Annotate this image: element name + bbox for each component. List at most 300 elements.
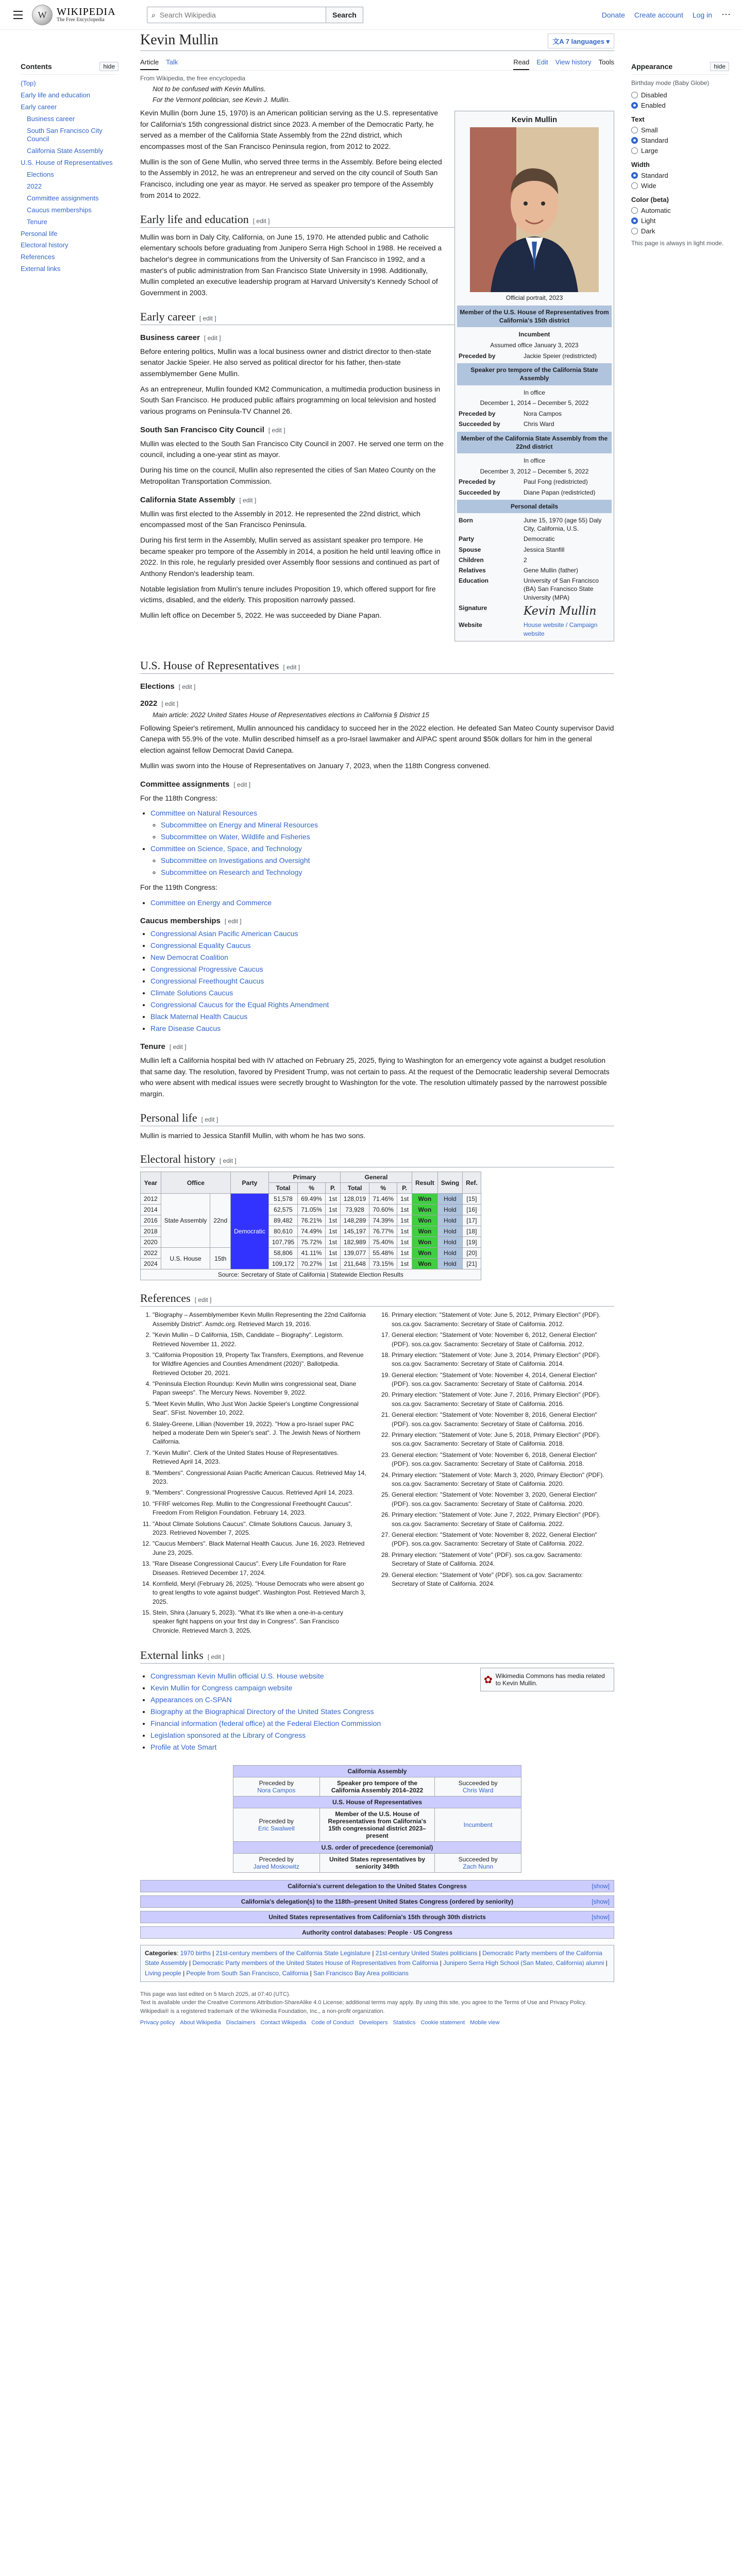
election-2022-paragraph-2: Mullin was sworn into the House of Representatives on January 7, 2023, when the 118th Congress convened. xyxy=(140,761,491,770)
toc-item[interactable] xyxy=(21,228,119,240)
infobox-value[interactable]: Democratic xyxy=(524,535,555,543)
create-account-link[interactable]: Create account xyxy=(634,10,683,19)
navbox-title[interactable] xyxy=(141,1911,614,1923)
infobox-value[interactable]: 2 xyxy=(524,556,527,564)
footer-link[interactable]: Cookie statement xyxy=(420,2020,465,2026)
subsection-elections: Elections [ edit ] xyxy=(140,682,196,691)
cell-year[interactable]: 2022 xyxy=(141,1248,161,1259)
signature-image[interactable]: Kevin Mullin xyxy=(524,604,597,618)
infobox-value[interactable]: Paul Fong (redistricted) xyxy=(524,478,588,486)
col-general-place: P. xyxy=(397,1183,412,1194)
search-input[interactable] xyxy=(159,10,322,20)
cell-primary-pct: 74.49% xyxy=(298,1226,326,1237)
edit-link[interactable]: [ edit ] xyxy=(169,1043,187,1050)
appearance-option-label: Disabled xyxy=(641,91,667,99)
edit-link[interactable]: [ edit ] xyxy=(161,700,179,707)
reference-list xyxy=(140,1311,614,1637)
footer-links xyxy=(140,2019,614,2027)
external-link[interactable]: Profile at Vote Smart xyxy=(150,1743,217,1752)
cell-primary-total: 62,575 xyxy=(268,1205,297,1215)
cell-year[interactable]: 2014 xyxy=(141,1205,161,1215)
navbox-title[interactable] xyxy=(141,1896,614,1907)
infobox-key: Preceded by xyxy=(459,410,496,418)
navbox-show-toggle[interactable]: [show] xyxy=(592,1883,610,1890)
edit-link[interactable]: [ edit ] xyxy=(204,334,221,342)
assembly-paragraph-3: Notable legislation from Mullin's tenure includes Proposition 19, which offered support for fire victims, disabled, and the elderly. This proposition narrowly passed. xyxy=(140,584,436,604)
toc-item[interactable] xyxy=(21,145,119,157)
footer-link[interactable]: About Wikipedia xyxy=(180,2020,221,2026)
radio-button[interactable] xyxy=(631,207,638,214)
reference-item[interactable]: 29. General election: "Statement of Vote" (PDF). sos.ca.gov. Sacramento: Secretary of State of California. 2024. xyxy=(392,1571,606,1589)
reference-item[interactable]: 12. "Caucus Members". Black Maternal Health Caucus. June 16, 2023. Retrieved June 23, 2025. xyxy=(153,1539,367,1557)
cell-ref[interactable]: [19] xyxy=(463,1237,481,1248)
globe-icon: W xyxy=(32,5,53,25)
cell-general-place: 1st xyxy=(397,1215,412,1226)
cell-ref[interactable]: [16] xyxy=(463,1205,481,1215)
reference-item[interactable]: 18. Primary election: "Statement of Vote: June 3, 2014, Primary Election" (PDF). sos.ca.gov. Sacramento: Secretary of State of California. 2014. xyxy=(392,1351,606,1369)
infobox-value[interactable]: Diane Papan (redistricted) xyxy=(524,488,596,496)
authority-control-title[interactable]: Authority control databases: People · US Congress xyxy=(141,1927,614,1938)
radio-button[interactable] xyxy=(631,102,638,109)
toc-hide-button[interactable]: hide xyxy=(99,62,119,71)
reference-item[interactable]: 16. Primary election: "Statement of Vote: June 5, 2012, Primary Election" (PDF). sos.ca.gov. Sacramento: Secretary of State of California. 2012. xyxy=(392,1311,606,1329)
electoral-history-table xyxy=(140,1172,481,1280)
toc-item[interactable] xyxy=(21,169,119,181)
appearance-option[interactable] xyxy=(631,172,729,179)
subcommittee-link[interactable]: Subcommittee on Research and Technology xyxy=(161,868,302,877)
reference-item[interactable]: 15. Stein, Shira (January 5, 2023). "What it's like when a one-in-a-century speaker fight happens on your first day in Congress". San Francisco Chronicle. Retrieved March 3, 2025. xyxy=(153,1608,367,1635)
toc-link[interactable]: Electoral history xyxy=(21,241,69,249)
footer-link[interactable]: Code of Conduct xyxy=(311,2020,354,2026)
committee-link[interactable]: Committee on Science, Space, and Technology xyxy=(150,844,302,853)
edit-link[interactable]: [ edit ] xyxy=(201,1115,218,1123)
reference-column-left xyxy=(140,1311,367,1637)
succession-band-title[interactable]: U.S. order of precedence (ceremonial) xyxy=(233,1842,521,1854)
subsection-2022: 2022 [ edit ] xyxy=(140,699,179,708)
cell-party[interactable]: Democratic xyxy=(231,1194,269,1269)
toc-link[interactable]: Elections xyxy=(27,171,54,179)
reference-item[interactable]: 8. "Members". Congressional Asian Pacific American Caucus. Retrieved May 14, 2023. xyxy=(153,1469,367,1487)
electoral-source: Source: Secretary of State of California | Statewide Election Results xyxy=(141,1269,481,1280)
radio-button[interactable] xyxy=(631,172,638,179)
reference-item[interactable]: 11. "About Climate Solutions Caucus". Climate Solutions Caucus. January 3, 2023. Retrieved November 7, 2025. xyxy=(153,1520,367,1538)
edit-link[interactable]: [ edit ] xyxy=(224,917,242,925)
article-content xyxy=(140,32,614,2027)
cell-office[interactable]: State Assembly xyxy=(161,1194,210,1248)
subcommittee-link[interactable]: Subcommittee on Investigations and Oversight xyxy=(161,856,310,865)
reference-item[interactable]: 10. "FFRF welcomes Rep. Mullin to the Congressional Freethought Caucus". Freedom From Religion Foundation. February 14, 2023. xyxy=(153,1500,367,1518)
commons-text[interactable]: Wikimedia Commons has media related to Kevin Mullin. xyxy=(495,1672,605,1687)
cell-general-place: 1st xyxy=(397,1259,412,1269)
subcommittee-link[interactable]: Subcommittee on Energy and Mineral Resources xyxy=(161,821,318,829)
navbox-title-text[interactable]: United States representatives from California's 15th through 30th districts xyxy=(268,1913,486,1921)
toc-item[interactable] xyxy=(21,251,119,263)
reference-item[interactable]: 5. "Meet Kevin Mullin, Who Just Won Jackie Speier's Longtime Congressional Seat". SFist. November 10, 2022. xyxy=(153,1400,367,1418)
reference-item[interactable]: 23. General election: "Statement of Vote: November 6, 2018, General Election" (PDF). sos.ca.gov. Sacramento: Secretary of State of California. 2018. xyxy=(392,1451,606,1469)
toc-item[interactable] xyxy=(21,113,119,125)
subsection-caucus: Caucus memberships [ edit ] xyxy=(140,916,242,925)
cell-year[interactable]: 2016 xyxy=(141,1215,161,1226)
navbox-title[interactable] xyxy=(141,1880,614,1892)
toc-item[interactable] xyxy=(21,205,119,216)
caucus-link[interactable]: Congressional Asian Pacific American Caucus xyxy=(150,929,298,938)
category-separator: | xyxy=(187,1959,193,1967)
radio-button[interactable] xyxy=(631,147,638,154)
category-link[interactable]: Junipero Serra High School (San Mateo, California) alumni xyxy=(443,1959,604,1967)
reference-item[interactable]: 27. General election: "Statement of Vote: November 8, 2022, General Election" (PDF). sos.ca.gov. Sacramento: Secretary of State of California. 2022. xyxy=(392,1531,606,1549)
reference-item[interactable]: 4. "Peninsula Election Roundup: Kevin Mullin wins congressional seat, Diane Papan sweeps". The Mercury News. November 9, 2022. xyxy=(153,1380,367,1398)
cell-ref[interactable]: [15] xyxy=(463,1194,481,1205)
col-party: Party xyxy=(231,1172,269,1194)
preceded-link[interactable]: Jared Moskowitz xyxy=(253,1863,300,1871)
cell-year[interactable]: 2018 xyxy=(141,1226,161,1237)
caucus-link[interactable]: Congressional Progressive Caucus xyxy=(150,964,263,973)
authority-control xyxy=(140,1926,614,1939)
search-icon: ⌕ xyxy=(151,10,156,19)
portrait-image[interactable] xyxy=(470,127,599,292)
infobox-row xyxy=(457,534,612,544)
edit-link[interactable]: [ edit ] xyxy=(283,663,300,671)
main-menu-button[interactable] xyxy=(10,7,26,23)
infobox-key: Spouse xyxy=(459,546,481,553)
footer-link[interactable]: Developers xyxy=(359,2020,388,2026)
edit-link[interactable]: [ edit ] xyxy=(220,1157,237,1165)
cell-ref[interactable]: [20] xyxy=(463,1248,481,1259)
toc-link[interactable]: Tenure xyxy=(27,217,47,226)
reference-item[interactable]: 7. "Kevin Mullin". Clerk of the United States House of Representatives. Retrieved April 14, 2023. xyxy=(153,1449,367,1467)
lead-paragraph-2: Mullin is the son of Gene Mullin, who served three terms in the Assembly. Before being elected to the Assembly in 2012, he was an entrepreneur and served on the city council of South San Francisco, including one year as mayor. He served as speaker pro tempore of the Assembly from 2014 to 2022. xyxy=(140,157,442,199)
logo-wordmark: WIKIPEDIA xyxy=(57,6,116,18)
infobox-rows-personal xyxy=(457,515,612,639)
toc-link[interactable]: Personal life xyxy=(21,229,58,238)
footer-link[interactable]: Mobile view xyxy=(470,2020,500,2026)
reference-item[interactable]: 9. "Members". Congressional Progressive Caucus. Retrieved April 14, 2023. xyxy=(153,1488,367,1497)
cell-result: Won xyxy=(412,1194,438,1205)
infobox-row xyxy=(457,477,612,487)
infobox-value[interactable]: June 15, 1970 (age 55) Daly City, California, U.S. xyxy=(524,517,602,533)
more-options-icon[interactable]: ⋯ xyxy=(721,9,731,20)
reference-item[interactable]: 25. General election: "Statement of Vote: November 3, 2020, General Election" (PDF). sos.ca.gov. Sacramento: Secretary of State of California. 2020. xyxy=(392,1490,606,1509)
succession-row xyxy=(233,1777,521,1797)
search-button[interactable]: Search xyxy=(326,7,363,23)
cell-ref[interactable]: [18] xyxy=(463,1226,481,1237)
appearance-option[interactable] xyxy=(631,207,729,214)
toc-link[interactable]: Early life and education xyxy=(21,91,91,99)
business-paragraph-2: As an entrepreneur, Mullin founded KM2 Communication, a multimedia production business in South San Francisco. He produced public affairs programming on local television and hosted various programs on Peninsula-TV Channel 26. xyxy=(140,384,441,416)
reference-item[interactable]: 1. "Biography – Assemblymember Kevin Mullin Representing the 22nd California Assembly District". Asmdc.org. Retrieved March 19, 2016. xyxy=(153,1311,367,1329)
cell-result: Won xyxy=(412,1259,438,1269)
page-tabs xyxy=(140,55,614,71)
reference-item[interactable]: 22. Primary election: "Statement of Vote: June 5, 2018, Primary Election" (PDF). sos.ca.gov. Sacramento: Secretary of State of California. 2018. xyxy=(392,1431,606,1449)
tab-read[interactable]: Read xyxy=(513,55,529,70)
infobox-value[interactable]: Jessica Stanfill xyxy=(524,546,565,553)
edit-link[interactable]: [ edit ] xyxy=(268,426,285,434)
category-link[interactable]: Living people xyxy=(145,1969,181,1977)
committee-link[interactable]: Committee on Energy and Commerce xyxy=(150,898,272,907)
edit-link[interactable]: [ edit ] xyxy=(207,1653,225,1661)
category-separator: | xyxy=(604,1959,608,1967)
toc-link[interactable]: 2022 xyxy=(27,182,42,191)
toc-link[interactable]: (Top) xyxy=(21,79,36,87)
infobox xyxy=(454,111,614,641)
reference-item[interactable]: 2. "Kevin Mullin – D California, 15th, Candidate – Biography". Legistorm. Retrieved November 11, 2022. xyxy=(153,1331,367,1349)
caucus-link[interactable]: Congressional Equality Caucus xyxy=(150,941,251,950)
toc-item[interactable] xyxy=(21,240,119,251)
appearance-option[interactable] xyxy=(631,91,729,99)
external-link[interactable]: Kevin Mullin for Congress campaign website xyxy=(150,1684,293,1692)
infobox-incumbent: Incumbent xyxy=(518,331,550,338)
succession-band-title[interactable]: California Assembly xyxy=(233,1766,521,1777)
infobox-value[interactable]: Nora Campos xyxy=(524,410,562,418)
cell-swing: Hold xyxy=(437,1237,462,1248)
subsection-assembly: California State Assembly [ edit ] xyxy=(140,495,257,504)
appearance-option[interactable] xyxy=(631,227,729,235)
toc-item[interactable] xyxy=(21,193,119,205)
toc-link[interactable]: External links xyxy=(21,265,61,273)
toc-link[interactable]: U.S. House of Representatives xyxy=(21,159,113,167)
infobox-inoffice-3: In office xyxy=(524,456,545,464)
navbox-show-toggle[interactable]: [show] xyxy=(592,1898,610,1906)
toc-link[interactable]: Caucus memberships xyxy=(27,206,92,214)
caucus-item xyxy=(150,964,614,975)
commons-icon: ✿ xyxy=(484,1674,493,1686)
cell-district[interactable]: 22nd xyxy=(210,1194,231,1248)
caucus-link[interactable]: Climate Solutions Caucus xyxy=(150,988,233,997)
succession-box xyxy=(233,1765,521,1873)
cell-office[interactable]: U.S. House xyxy=(161,1248,210,1269)
radio-button[interactable] xyxy=(631,182,638,189)
external-link[interactable]: Biography at the Biographical Directory of the United States Congress xyxy=(150,1707,374,1716)
cell-year[interactable]: 2012 xyxy=(141,1194,161,1205)
reference-item[interactable]: 14. Kornfield, Meryl (February 26, 2025). "House Democrats who were absent go to great lengths to vote against budget". Washington Post. Retrieved March 3, 2025. xyxy=(153,1580,367,1606)
caucus-link[interactable]: Rare Disease Caucus xyxy=(150,1024,221,1032)
tab-view-history[interactable]: View history xyxy=(555,58,592,66)
reference-item[interactable]: 13. "Rare Disease Congressional Caucus". Every Life Foundation for Rare Diseases. Retrieved December 17, 2024. xyxy=(153,1560,367,1578)
last-edited: This page was last edited on 5 March 2025, at 07:40 (UTC). xyxy=(140,1991,291,1997)
subcommittee-link[interactable]: Subcommittee on Water, Wildlife and Fisheries xyxy=(161,833,310,841)
navbox-title-text[interactable]: California's current delegation to the United States Congress xyxy=(288,1883,467,1890)
infobox-value[interactable]: Gene Mullin (father) xyxy=(524,566,579,574)
infobox-row xyxy=(457,565,612,575)
caucus-link[interactable]: Congressional Freethought Caucus xyxy=(150,976,264,985)
edit-link[interactable]: [ edit ] xyxy=(178,683,196,690)
toc-item[interactable] xyxy=(21,181,119,193)
preceded-link[interactable]: Nora Campos xyxy=(257,1787,296,1794)
toc-item[interactable] xyxy=(21,78,119,90)
col-general-pct: % xyxy=(369,1183,397,1194)
external-link-item xyxy=(150,1683,381,1693)
subcommittee-item xyxy=(161,855,614,866)
reference-item[interactable]: 21. General election: "Statement of Vote: November 8, 2016, General Election" (PDF). sos.ca.gov. Sacramento: Secretary of State of California. 2016. xyxy=(392,1411,606,1429)
appearance-option-label: Small xyxy=(641,126,658,134)
language-button[interactable]: 文A 7 languages ▾ xyxy=(548,33,614,48)
search-form xyxy=(147,7,363,23)
succeeded-link[interactable]: Incumbent xyxy=(463,1821,493,1829)
col-primary-place: P. xyxy=(325,1183,340,1194)
appearance-option[interactable] xyxy=(631,147,729,155)
edit-link[interactable]: [ edit ] xyxy=(233,781,251,788)
appearance-option-label: Enabled xyxy=(641,101,666,110)
category-link[interactable]: Democratic Party members of the California State Assembly xyxy=(145,1950,602,1967)
infobox-value[interactable]: Jackie Speier (redistricted) xyxy=(524,352,597,360)
language-count: 7 languages xyxy=(565,38,604,45)
succession-succeeded xyxy=(435,1777,521,1797)
tab-edit[interactable]: Edit xyxy=(536,58,548,66)
appearance-option[interactable] xyxy=(631,217,729,225)
radio-button[interactable] xyxy=(631,127,638,133)
subcommittee-list xyxy=(161,855,614,878)
radio-button[interactable] xyxy=(631,92,638,98)
navbox-title-text[interactable]: California's delegation(s) to the 118th–present United States Congress (ordered by seniority) xyxy=(241,1898,514,1906)
appearance-option[interactable] xyxy=(631,182,729,190)
website-link[interactable]: House website / Campaign website xyxy=(524,621,598,637)
external-link[interactable]: Legislation sponsored at the Library of Congress xyxy=(150,1731,306,1740)
infobox-key: Preceded by xyxy=(459,352,496,360)
reference-item[interactable]: 3. "California Proposition 19, Property Tax Transfers, Exemptions, and Revenue for Wildfire Agencies and Counties Amendment (2020)". Ballotpedia. Retrieved October 20, 2021. xyxy=(153,1351,367,1378)
preceded-link[interactable]: Eric Swalwell xyxy=(258,1825,295,1833)
infobox-key: Succeeded by xyxy=(459,420,500,428)
reference-item[interactable]: 20. Primary election: "Statement of Vote: June 7, 2016, Primary Election" (PDF). sos.ca.gov. Sacramento: Secretary of State of California. 2016. xyxy=(392,1391,606,1409)
search-box[interactable] xyxy=(147,7,326,23)
radio-button[interactable] xyxy=(631,137,638,144)
toc-link[interactable]: Business career xyxy=(27,114,75,123)
edit-link[interactable]: [ edit ] xyxy=(194,1296,212,1304)
col-primary-pct: % xyxy=(298,1183,326,1194)
categories-label[interactable]: Categories xyxy=(145,1950,177,1957)
category-link[interactable]: People from South San Francisco, California xyxy=(186,1969,309,1977)
radio-button[interactable] xyxy=(631,228,638,234)
caucus-link[interactable]: Congressional Caucus for the Equal Rights Amendment xyxy=(150,1000,329,1009)
reference-item[interactable]: 19. General election: "Statement of Vote: November 4, 2014, General Election" (PDF). sos.ca.gov. Sacramento: Secretary of State of California. 2014. xyxy=(392,1371,606,1389)
caucus-item xyxy=(150,1023,614,1034)
footer-link[interactable]: Disclaimers xyxy=(226,2020,256,2026)
toc-item[interactable] xyxy=(21,216,119,228)
cell-district[interactable]: 15th xyxy=(210,1248,231,1269)
tab-talk[interactable]: Talk xyxy=(166,58,178,66)
toc-link[interactable]: References xyxy=(21,253,55,261)
appearance-group-title: Text xyxy=(631,115,645,124)
commons-box xyxy=(480,1668,614,1691)
succession-office[interactable]: Speaker pro tempore of the California Assembly 2014–2022 xyxy=(319,1777,435,1797)
footer-link[interactable]: Statistics xyxy=(393,2020,416,2026)
caucus-link[interactable]: New Democrat Coalition xyxy=(150,953,228,961)
succeeded-link[interactable]: Zach Nunn xyxy=(463,1863,493,1871)
reference-item[interactable]: 6. Staley-Greene, Lillian (November 19, 2022). "How a pro-Israel super PAC helped a moderate Dem win Speier's seat". J. The Jewish News of Northern California. xyxy=(153,1420,367,1447)
infobox-band-assembly: Member of the California State Assembly from the 22nd district xyxy=(457,432,612,453)
succeeded-link[interactable]: Chris Ward xyxy=(462,1787,494,1794)
cell-primary-place: 1st xyxy=(325,1248,340,1259)
edit-link[interactable]: [ edit ] xyxy=(252,217,270,225)
toc-link[interactable]: Early career xyxy=(21,103,57,111)
infobox-value[interactable]: Chris Ward xyxy=(524,420,554,428)
infobox-value[interactable]: University of San Francisco (BA) San Francisco State University (MPA) xyxy=(524,577,599,601)
toc-link[interactable]: South San Francisco City Council xyxy=(27,126,103,143)
toc-item[interactable] xyxy=(21,90,119,101)
category-separator: | xyxy=(211,1950,216,1957)
category-link[interactable]: Democratic Party members of the United States House of Representatives from California xyxy=(192,1959,439,1967)
toc-link[interactable]: Committee assignments xyxy=(27,194,99,202)
external-link[interactable]: Congressman Kevin Mullin official U.S. House website xyxy=(150,1672,324,1681)
cell-general-pct: 76.77% xyxy=(369,1226,397,1237)
edit-link[interactable]: [ edit ] xyxy=(239,496,257,504)
category-link[interactable]: 1970 births xyxy=(180,1950,211,1957)
cell-year[interactable]: 2020 xyxy=(141,1237,161,1248)
external-link[interactable]: Appearances on C-SPAN xyxy=(150,1696,232,1704)
log-in-link[interactable]: Log in xyxy=(692,10,712,19)
external-link[interactable]: Financial information (federal office) at the Federal Election Commission xyxy=(150,1719,381,1728)
cell-primary-total: 80,610 xyxy=(268,1226,297,1237)
caucus-link[interactable]: Black Maternal Health Caucus xyxy=(150,1012,248,1021)
caucus-item xyxy=(150,928,614,939)
committees-119-intro: For the 119th Congress: xyxy=(140,883,217,892)
category-link[interactable]: 21st-century United States politicians xyxy=(375,1950,478,1957)
footer-link[interactable]: Privacy policy xyxy=(140,2020,175,2026)
succession-office[interactable]: Member of the U.S. House of Representatives from California's 15th congressional district 2023–present xyxy=(319,1808,435,1842)
donate-link[interactable]: Donate xyxy=(601,10,625,19)
col-ref: Ref. xyxy=(463,1172,481,1194)
reference-item[interactable]: 17. General election: "Statement of Vote: November 6, 2012, General Election" (PDF). sos.ca.gov. Sacramento: Secretary of State of California. 2012. xyxy=(392,1331,606,1349)
toc-link[interactable]: California State Assembly xyxy=(27,147,104,155)
infobox-rows-speaker xyxy=(457,409,612,429)
wikipedia-logo[interactable] xyxy=(32,4,130,26)
appearance-option[interactable] xyxy=(631,137,729,144)
cell-primary-pct: 41.11% xyxy=(298,1248,326,1259)
caucus-item xyxy=(150,1011,614,1022)
reference-item[interactable]: 26. Primary election: "Statement of Vote: June 7, 2022, Primary Election" (PDF). sos.ca.gov. Sacramento: Secretary of State of California. 2022. xyxy=(392,1511,606,1529)
edit-link[interactable]: [ edit ] xyxy=(199,314,216,322)
toc-item[interactable] xyxy=(21,125,119,146)
radio-button[interactable] xyxy=(631,217,638,224)
navbox-show-toggle[interactable]: [show] xyxy=(592,1913,610,1921)
infobox-key: Relatives xyxy=(459,566,486,574)
cell-ref[interactable]: [21] xyxy=(463,1259,481,1269)
appearance-option[interactable] xyxy=(631,101,729,109)
section-external-links: External links [ edit ] xyxy=(140,1649,614,1664)
toc-item[interactable] xyxy=(21,101,119,113)
succession-row xyxy=(233,1808,521,1842)
toc-item[interactable] xyxy=(21,263,119,275)
reference-item[interactable]: 28. Primary election: "Statement of Vote" (PDF). sos.ca.gov. Sacramento: Secretary of State of California. 2024. xyxy=(392,1551,606,1569)
infobox-rows-house xyxy=(457,351,612,361)
reference-item[interactable]: 24. Primary election: "Statement of Vote: March 3, 2020, Primary Election" (PDF). sos.ca.gov. Sacramento: Secretary of State of California. 2020. xyxy=(392,1471,606,1489)
succession-band-title[interactable]: U.S. House of Representatives xyxy=(233,1797,521,1808)
infobox-band-house: Member of the U.S. House of Representatives from California's 15th district xyxy=(457,306,612,327)
external-link-item xyxy=(150,1718,381,1729)
cell-general-total: 128,019 xyxy=(340,1194,369,1205)
tab-article[interactable]: Article xyxy=(140,55,159,70)
category-link[interactable]: San Francisco Bay Area politicians xyxy=(313,1969,409,1977)
appearance-group-title: Color (beta) xyxy=(631,196,669,204)
subcommittee-list xyxy=(161,820,614,842)
footer-link[interactable]: Contact Wikipedia xyxy=(260,2020,307,2026)
cell-ref[interactable]: [17] xyxy=(463,1215,481,1226)
toc-item[interactable] xyxy=(21,157,119,169)
col-primary: Primary xyxy=(268,1172,340,1183)
cell-general-place: 1st xyxy=(397,1226,412,1237)
appearance-option[interactable] xyxy=(631,126,729,134)
hatnote-2: For the Vermont politician, see Kevin J. Mullin. xyxy=(153,96,290,104)
committee-link[interactable]: Committee on Natural Resources xyxy=(150,809,257,818)
tab-tools[interactable]: Tools xyxy=(598,58,614,66)
infobox-key: Children xyxy=(459,556,484,564)
succession-band xyxy=(233,1842,521,1854)
cell-primary-place: 1st xyxy=(325,1215,340,1226)
cell-general-place: 1st xyxy=(397,1205,412,1215)
cell-year[interactable]: 2024 xyxy=(141,1259,161,1269)
appearance-hide-button[interactable]: hide xyxy=(710,62,729,71)
category-link[interactable]: 21st-century members of the California State Legislature xyxy=(215,1950,371,1957)
succession-office[interactable]: United States representatives by seniority 349th xyxy=(319,1854,435,1873)
